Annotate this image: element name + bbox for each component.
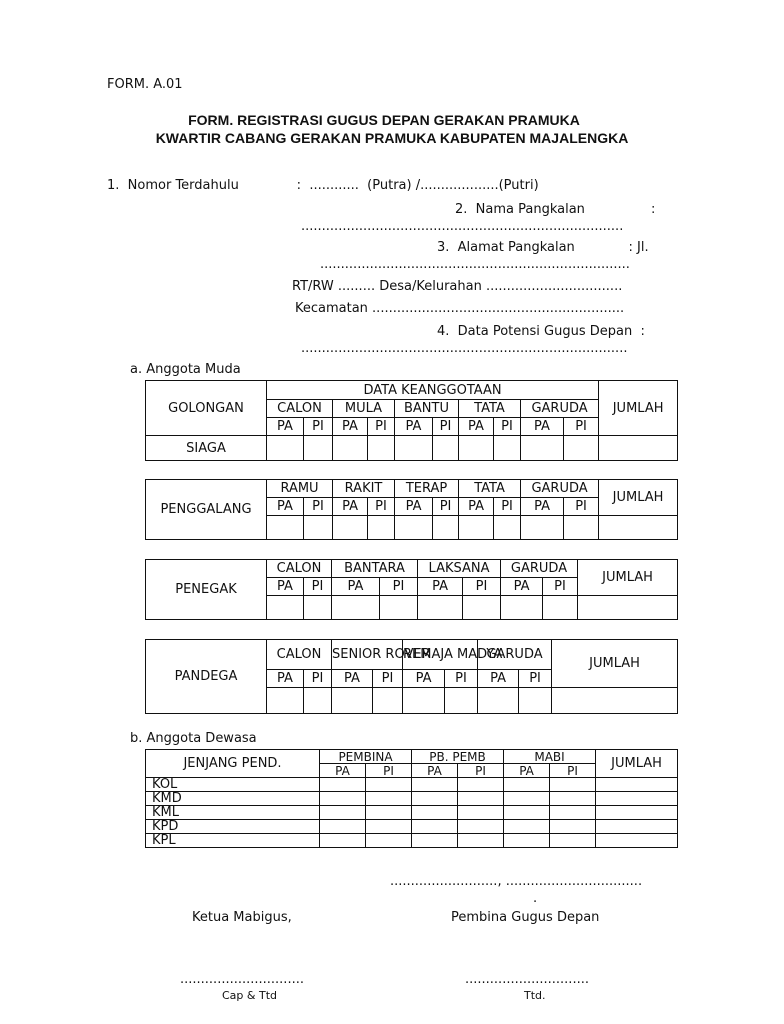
cell[interactable] bbox=[366, 820, 412, 834]
field-alamat-dots: ........................................................................... bbox=[320, 257, 630, 272]
cell[interactable] bbox=[596, 806, 678, 820]
cell[interactable] bbox=[304, 596, 332, 620]
pi-label: PI bbox=[368, 498, 395, 516]
pi-label: PI bbox=[458, 764, 504, 778]
cell[interactable] bbox=[494, 436, 521, 461]
row-label-kol: KOL bbox=[146, 778, 320, 792]
cell[interactable] bbox=[596, 820, 678, 834]
group-pb-pemb: PB. PEMB bbox=[412, 750, 504, 764]
cell[interactable] bbox=[596, 792, 678, 806]
penggalang-table bbox=[145, 479, 678, 540]
cell[interactable] bbox=[267, 688, 304, 714]
cell[interactable] bbox=[550, 834, 596, 848]
cell[interactable] bbox=[521, 516, 564, 540]
cell[interactable] bbox=[320, 834, 366, 848]
cell[interactable] bbox=[368, 436, 395, 461]
form-title-line2: KWARTIR CABANG GERAKAN PRAMUKA KABUPATEN MAJALENGKA bbox=[155, 130, 629, 146]
jumlah-header: JUMLAH bbox=[599, 480, 678, 516]
pi-label: PI bbox=[494, 498, 521, 516]
cell[interactable] bbox=[412, 778, 458, 792]
group-pembina: PEMBINA bbox=[320, 750, 412, 764]
cell[interactable] bbox=[412, 834, 458, 848]
cell[interactable] bbox=[395, 516, 433, 540]
cell[interactable] bbox=[332, 596, 380, 620]
pa-label: PA bbox=[267, 498, 304, 516]
ttd-label: Ttd. bbox=[524, 989, 546, 1002]
pi-label: PI bbox=[433, 418, 459, 436]
level-terap: TERAP bbox=[395, 480, 459, 498]
place-date-line: .........................., ................................. bbox=[390, 874, 643, 889]
anggota-dewasa-heading: b. Anggota Dewasa bbox=[130, 731, 257, 746]
cell[interactable] bbox=[368, 516, 395, 540]
cell[interactable] bbox=[578, 596, 678, 620]
field-nomor-terdahulu: 1. Nomor Terdahulu : ............ (Putra) /...................(Putri) bbox=[107, 178, 539, 193]
pi-label: PI bbox=[373, 670, 403, 688]
cell[interactable] bbox=[395, 436, 433, 461]
pa-label: PA bbox=[395, 498, 433, 516]
anggota-muda-heading: a. Anggota Muda bbox=[130, 362, 241, 377]
penegak-table bbox=[145, 559, 678, 620]
golongan-header: GOLONGAN bbox=[146, 381, 267, 436]
pa-label: PA bbox=[333, 418, 368, 436]
pi-label: PI bbox=[564, 418, 599, 436]
cell[interactable] bbox=[596, 834, 678, 848]
cell[interactable] bbox=[267, 436, 304, 461]
cell[interactable] bbox=[267, 516, 304, 540]
cell[interactable] bbox=[599, 436, 678, 461]
place-date-dot: . bbox=[533, 891, 538, 906]
field-nama-pangkalan-label: 2. Nama Pangkalan : bbox=[455, 202, 656, 217]
cell[interactable] bbox=[459, 436, 494, 461]
anggota-dewasa-table bbox=[145, 749, 678, 848]
cell[interactable] bbox=[478, 688, 519, 714]
pi-label: PI bbox=[463, 578, 501, 596]
pi-label: PI bbox=[366, 764, 412, 778]
pa-label: PA bbox=[332, 578, 380, 596]
cell[interactable] bbox=[521, 436, 564, 461]
pa-label: PA bbox=[395, 418, 433, 436]
group-mabi: MABI bbox=[504, 750, 596, 764]
pi-label: PI bbox=[304, 670, 332, 688]
jumlah-header: JUMLAH bbox=[596, 750, 678, 778]
cell[interactable] bbox=[366, 834, 412, 848]
cell[interactable] bbox=[332, 688, 373, 714]
pa-label: PA bbox=[521, 498, 564, 516]
cell[interactable] bbox=[333, 516, 368, 540]
cell[interactable] bbox=[458, 820, 504, 834]
row-label-kpl: KPL bbox=[146, 834, 320, 848]
pa-label: PA bbox=[459, 498, 494, 516]
level-calon: CALON bbox=[267, 560, 332, 578]
pa-label: PA bbox=[418, 578, 463, 596]
cell[interactable] bbox=[504, 806, 550, 820]
row-label-kpd: KPD bbox=[146, 820, 320, 834]
field-potensi-dots: ............................................................................... bbox=[301, 341, 628, 356]
cell[interactable] bbox=[320, 806, 366, 820]
jumlah-header: JUMLAH bbox=[578, 560, 678, 596]
cell[interactable] bbox=[304, 516, 333, 540]
pa-label: PA bbox=[333, 498, 368, 516]
field-alamat-label: 3. Alamat Pangkalan : Jl. bbox=[437, 240, 649, 255]
cell[interactable] bbox=[543, 596, 578, 620]
level-calon: CALON bbox=[267, 400, 333, 418]
jumlah-header: JUMLAH bbox=[599, 381, 678, 436]
level-tata: TATA bbox=[459, 480, 521, 498]
jenjang-header: JENJANG PEND. bbox=[146, 750, 320, 778]
cell[interactable] bbox=[403, 688, 445, 714]
level-garuda: GARUDA bbox=[521, 480, 599, 498]
jumlah-header: JUMLAH bbox=[552, 640, 678, 688]
level-ramu: RAMU bbox=[267, 480, 333, 498]
pa-label: PA bbox=[478, 670, 519, 688]
cell[interactable] bbox=[304, 688, 332, 714]
cell[interactable] bbox=[550, 778, 596, 792]
cell[interactable] bbox=[519, 688, 552, 714]
form-title-line1: FORM. REGISTRASI GUGUS DEPAN GERAKAN PRAMUKA bbox=[188, 112, 580, 128]
pa-label: PA bbox=[501, 578, 543, 596]
pandega-table bbox=[145, 639, 678, 714]
pi-label: PI bbox=[368, 418, 395, 436]
pa-label: PA bbox=[320, 764, 366, 778]
cell[interactable] bbox=[320, 792, 366, 806]
cell[interactable] bbox=[412, 820, 458, 834]
pa-label: PA bbox=[521, 418, 564, 436]
cell[interactable] bbox=[504, 834, 550, 848]
cell[interactable] bbox=[458, 792, 504, 806]
pi-label: PI bbox=[564, 498, 599, 516]
cell[interactable] bbox=[366, 778, 412, 792]
cell[interactable] bbox=[504, 820, 550, 834]
cell[interactable] bbox=[366, 806, 412, 820]
pi-label: PI bbox=[519, 670, 552, 688]
cell[interactable] bbox=[412, 792, 458, 806]
cell[interactable] bbox=[564, 516, 599, 540]
pi-label: PI bbox=[550, 764, 596, 778]
cell[interactable] bbox=[458, 806, 504, 820]
signature-dots-left: .............................. bbox=[180, 972, 304, 987]
cell[interactable] bbox=[504, 792, 550, 806]
pa-label: PA bbox=[267, 670, 304, 688]
cell[interactable] bbox=[494, 516, 521, 540]
pi-label: PI bbox=[445, 670, 478, 688]
row-label-kml: KML bbox=[146, 806, 320, 820]
cell[interactable] bbox=[380, 596, 418, 620]
cell[interactable] bbox=[458, 778, 504, 792]
cell[interactable] bbox=[433, 516, 459, 540]
cell[interactable] bbox=[550, 792, 596, 806]
level-garuda: GARUDA bbox=[478, 640, 552, 670]
pa-label: PA bbox=[403, 670, 445, 688]
row-label-siaga: SIAGA bbox=[146, 436, 267, 461]
pa-label: PA bbox=[332, 670, 373, 688]
pa-label: PA bbox=[267, 578, 304, 596]
cell[interactable] bbox=[564, 436, 599, 461]
cell[interactable] bbox=[320, 778, 366, 792]
level-garuda: GARUDA bbox=[501, 560, 578, 578]
row-label-penggalang: PENGGALANG bbox=[146, 480, 267, 540]
cell[interactable] bbox=[366, 792, 412, 806]
cell[interactable] bbox=[418, 596, 463, 620]
level-senior-rover: SENIOR ROVER bbox=[332, 640, 403, 670]
cell[interactable] bbox=[304, 436, 333, 461]
level-laksana: LAKSANA bbox=[418, 560, 501, 578]
pi-label: PI bbox=[543, 578, 578, 596]
level-rakit: RAKIT bbox=[333, 480, 395, 498]
row-label-pandega: PANDEGA bbox=[146, 640, 267, 714]
cell[interactable] bbox=[458, 834, 504, 848]
row-label-kmd: KMD bbox=[146, 792, 320, 806]
cell[interactable] bbox=[463, 596, 501, 620]
level-garuda: GARUDA bbox=[521, 400, 599, 418]
field-potensi-label: 4. Data Potensi Gugus Depan : bbox=[437, 324, 645, 339]
pembina-gugus-depan-label: Pembina Gugus Depan bbox=[451, 910, 600, 925]
cell[interactable] bbox=[599, 516, 678, 540]
cell[interactable] bbox=[445, 688, 478, 714]
level-calon: CALON bbox=[267, 640, 332, 670]
level-bantu: BANTU bbox=[395, 400, 459, 418]
pi-label: PI bbox=[304, 498, 333, 516]
cell[interactable] bbox=[373, 688, 403, 714]
signature-dots-right: .............................. bbox=[465, 972, 589, 987]
cell[interactable] bbox=[333, 436, 368, 461]
ketua-mabigus-label: Ketua Mabigus, bbox=[192, 910, 292, 925]
field-rtrw: RT/RW ......... Desa/Kelurahan ................................. bbox=[292, 279, 623, 294]
pi-label: PI bbox=[304, 418, 333, 436]
pi-label: PI bbox=[433, 498, 459, 516]
level-bantara: BANTARA bbox=[332, 560, 418, 578]
pa-label: PA bbox=[412, 764, 458, 778]
level-tata: TATA bbox=[459, 400, 521, 418]
cell[interactable] bbox=[267, 596, 304, 620]
cell[interactable] bbox=[459, 516, 494, 540]
pa-label: PA bbox=[504, 764, 550, 778]
cell[interactable] bbox=[550, 820, 596, 834]
pi-label: PI bbox=[380, 578, 418, 596]
cell[interactable] bbox=[412, 806, 458, 820]
cell[interactable] bbox=[320, 820, 366, 834]
cap-ttd-label: Cap & Ttd bbox=[222, 989, 277, 1002]
pa-label: PA bbox=[267, 418, 304, 436]
field-nama-pangkalan-dots: .............................................................................. bbox=[301, 219, 624, 234]
siaga-table bbox=[145, 380, 678, 461]
form-code: FORM. A.01 bbox=[107, 77, 183, 92]
data-keanggotaan-header: DATA KEANGGOTAAN bbox=[267, 381, 599, 400]
level-remaja-madya: REMAJA MADYA bbox=[403, 640, 478, 670]
cell[interactable] bbox=[433, 436, 459, 461]
row-label-penegak: PENEGAK bbox=[146, 560, 267, 620]
cell[interactable] bbox=[596, 778, 678, 792]
pa-label: PA bbox=[459, 418, 494, 436]
cell[interactable] bbox=[550, 806, 596, 820]
field-kecamatan: Kecamatan ............................................................. bbox=[295, 301, 625, 316]
level-mula: MULA bbox=[333, 400, 395, 418]
cell[interactable] bbox=[501, 596, 543, 620]
pi-label: PI bbox=[494, 418, 521, 436]
cell[interactable] bbox=[552, 688, 678, 714]
cell[interactable] bbox=[504, 778, 550, 792]
pi-label: PI bbox=[304, 578, 332, 596]
